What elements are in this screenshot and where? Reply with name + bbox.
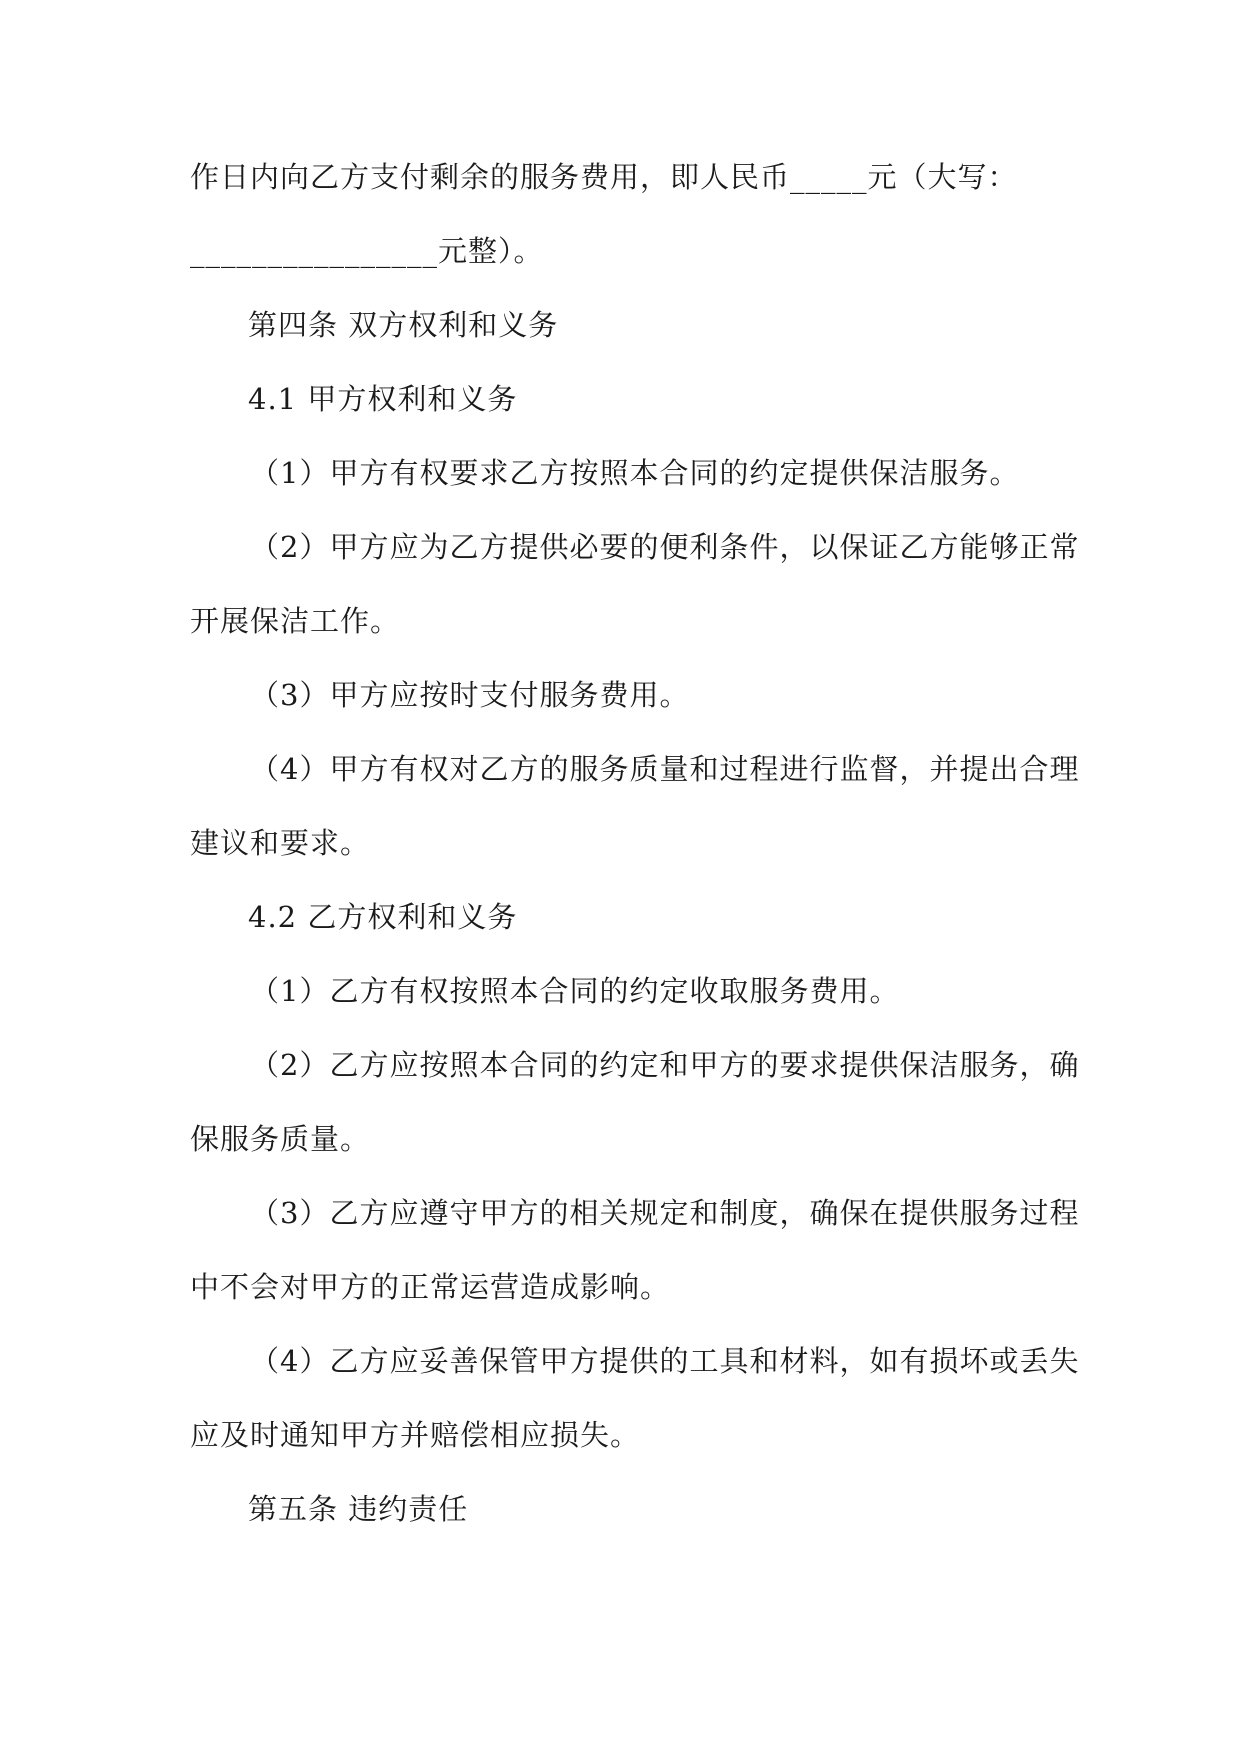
paragraph-line: ________________元整）。 <box>190 234 544 268</box>
paragraph-line: 建议和要求。 <box>190 826 371 860</box>
list-item: （2）甲方应为乙方提供必要的便利条件，以保证乙方能够正常 <box>250 530 1080 564</box>
paragraph-line: 作日内向乙方支付剩余的服务费用，即人民币_____元（大写： <box>190 160 1018 194</box>
paragraph-line: 应及时通知甲方并赔偿相应损失。 <box>190 1418 641 1452</box>
list-item: （3）甲方应按时支付服务费用。 <box>250 678 690 712</box>
subsection-heading-4-1: 4.1 甲方权利和义务 <box>248 382 518 416</box>
list-item: （4）甲方有权对乙方的服务质量和过程进行监督，并提出合理 <box>250 752 1080 786</box>
paragraph-line: 开展保洁工作。 <box>190 604 401 638</box>
list-item: （2）乙方应按照本合同的约定和甲方的要求提供保洁服务，确 <box>250 1048 1080 1082</box>
paragraph-line: 中不会对甲方的正常运营造成影响。 <box>190 1270 671 1304</box>
section-heading-5: 第五条 违约责任 <box>248 1492 469 1526</box>
section-heading-4: 第四条 双方权利和义务 <box>248 308 559 342</box>
subsection-heading-4-2: 4.2 乙方权利和义务 <box>248 900 518 934</box>
list-item: （3）乙方应遵守甲方的相关规定和制度，确保在提供服务过程 <box>250 1196 1080 1230</box>
list-item: （1）甲方有权要求乙方按照本合同的约定提供保洁服务。 <box>250 456 1020 490</box>
paragraph-line: 保服务质量。 <box>190 1122 371 1156</box>
list-item: （1）乙方有权按照本合同的约定收取服务费用。 <box>250 974 900 1008</box>
list-item: （4）乙方应妥善保管甲方提供的工具和材料，如有损坏或丢失 <box>250 1344 1080 1378</box>
